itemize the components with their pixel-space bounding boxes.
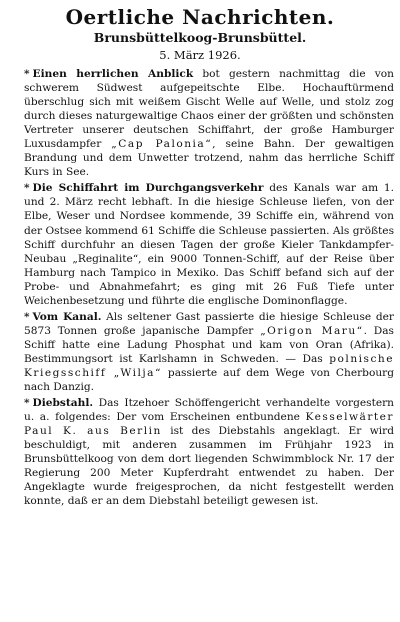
article-mark: *: [24, 310, 30, 323]
article-schiffahrt: [6, 181, 394, 307]
article-heading: Diebstahl.: [32, 397, 94, 410]
article-text: , seine Bahn. Der gewaltigen Brandung und dem Unwetter trotzend, nahm das herrliche Schiff Kurs in See.: [24, 138, 394, 179]
article-text: passierte auf dem Wege von Cherbourg nach Danzig.: [24, 366, 395, 394]
page-title: Oertliche Nachrichten.: [65, 5, 335, 29]
page-date: 5. März 1926.: [159, 48, 241, 62]
article-text: des Kanals war am 1. und 2. März recht lebhaft. In die hiesige Schleuse liefen, von der Elbe, Weser und Nordsee kommende, 39 Schiffe ein, während von der Ostsee kommend 61 Schiffe die Schleuse passierten. Als größtes Schiff durchfuhr an diesen Tagen der große Kieler Tankdampfer-Neubau „Reginalite“, ein 9000 Tonnen-Schiff, auf der Reise über Hamburg nach Tampico in Mexiko. Das Schiff befand sich auf der Probe- und Abnahmefahrt; es ging mit 26 Fuß Tiefe unter Weichenbesetzung und führte die englische Dominonflagge.: [24, 182, 395, 307]
ship-name: „Cap Palonia“: [111, 138, 213, 151]
article-text: Das Itzehoer Schöffengericht verhandelte vorgestern u. a. folgendes: Der vom Erscheinen entbundene: [24, 397, 394, 424]
article-text: Als seltener Gast passierte die hiesige Schleuse der 5873 Tonnen große japanische Dampfer: [24, 310, 394, 337]
article-anblick: [6, 67, 394, 179]
article-mark: *: [24, 68, 30, 80]
article-heading: Einen herrlichen Anblick: [32, 68, 194, 80]
page-subtitle: Brunsbüttelkoog-Brunsbüttel.: [93, 30, 307, 45]
article-heading: Vom Kanal.: [32, 310, 102, 323]
person-name: Kesselwärter Paul K. aus Berlin: [24, 411, 394, 438]
article-text: ist des Diebstahls angeklagt. Er wird beschuldigt, mit anderen zusammen im Frühjahr 1923 in Brunsbüttelkoog von dem dort liegenden Schwimmblock Nr. 17 der Regierung 200 Meter Kupferdraht entwendet zu haben. Der Angeklagte wurde freigesprochen, da nicht festgestellt werden konnte, daß er an dem Diebstahl beteiligt gewesen ist.: [24, 425, 394, 508]
article-text: bot gestern nachmittag die von schwerem Südwest aufgepeitschte Elbe. Hochauftürmend überschlug sich mit weißem Gischt Welle auf Welle, und stolz zog durch dieses naturgewaltige Chaos einer der größten und schönsten Vertreter unserer deutschen Schiffahrt, der große Hamburger Luxusdampfer: [24, 68, 394, 151]
article-kanal: [6, 310, 394, 394]
article-text: . Das Schiff hatte eine Ladung Phosphat und kam von Oran (Afrika). Bestimmungsort ist Karlshamn in Schweden. — Das: [24, 324, 394, 365]
article-mark: *: [24, 182, 30, 195]
ship-name: „Origon Maru“: [260, 324, 364, 337]
ship-name: polnische Kriegsschiff „Wilja“: [24, 352, 394, 379]
article-diebstahl: [6, 396, 394, 508]
article-heading: Die Schiffahrt im Durchgangsverkehr: [32, 182, 264, 195]
article-mark: *: [24, 397, 30, 410]
